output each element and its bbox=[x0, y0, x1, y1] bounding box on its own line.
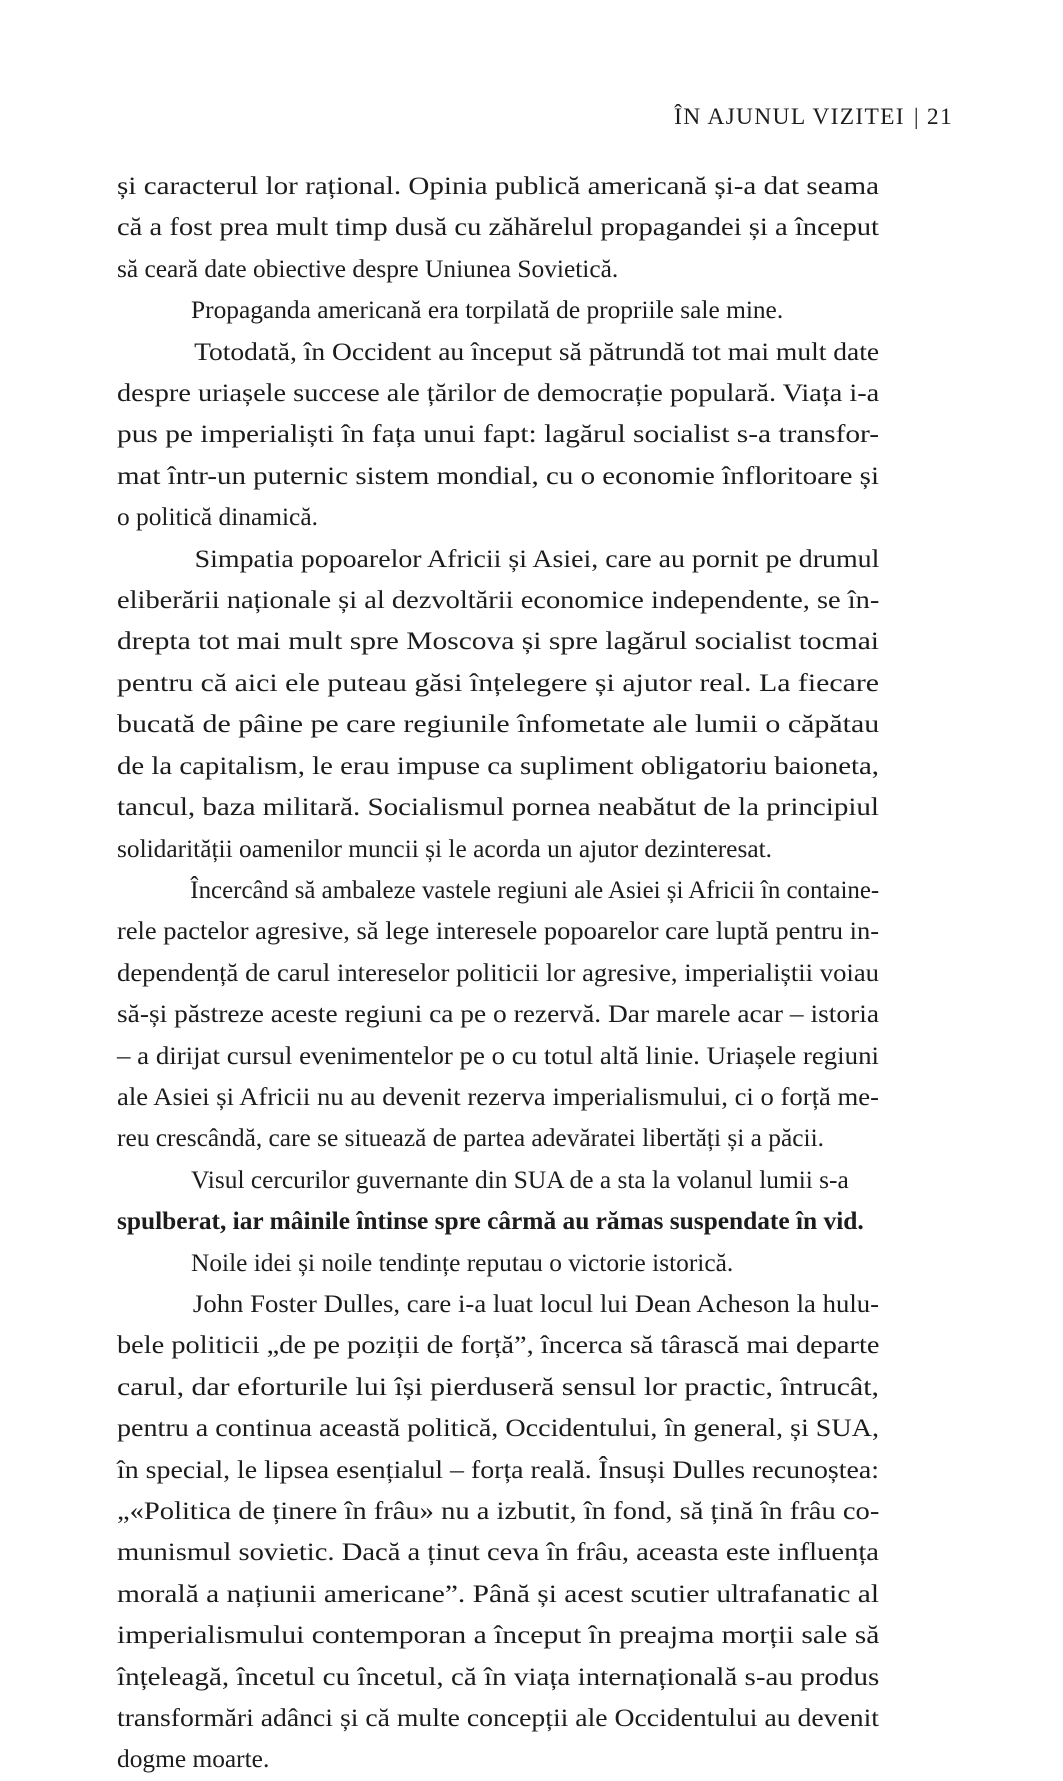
running-header bbox=[110, 104, 953, 131]
text-line: ale Asiei și Africii nu au devenit rezerva imperialismului, ci o forță me- bbox=[117, 1082, 879, 1111]
text-line: înțeleagă, încetul cu încetul, că în viața internațională s-au produs bbox=[117, 1662, 880, 1691]
text-line: morală a națiunii americane”. Până și acest scutier ultrafanatic al bbox=[117, 1579, 880, 1608]
paragraph bbox=[117, 166, 879, 290]
text-line: carul, dar eforturile lui își pierduseră sensul lor practic, întrucât, bbox=[117, 1372, 879, 1401]
text-line: bucată de pâine pe care regiunile înfometate ale lumii o căpătau bbox=[117, 710, 880, 739]
text-line: reu crescândă, care se situează de partea adevăratei libertăți și a păcii. bbox=[117, 1124, 824, 1153]
page-number: 21 bbox=[926, 104, 953, 130]
running-header-title: ÎN AJUNUL VIZITEI bbox=[674, 104, 905, 130]
paragraph bbox=[117, 332, 879, 539]
paragraph bbox=[117, 539, 879, 870]
text-line: Simpatia popoarelor Africii și Asiei, care au pornit pe drumul bbox=[194, 544, 880, 573]
text-line: John Foster Dulles, care i-a luat locul lui Dean Acheson la hulu- bbox=[192, 1289, 880, 1318]
paragraph bbox=[117, 1243, 879, 1284]
text-line: munismul sovietic. Dacă a ținut ceva în frâu, aceasta este influența bbox=[117, 1538, 880, 1567]
paragraph bbox=[117, 1201, 879, 1242]
paragraph bbox=[117, 290, 879, 331]
text-line: rele pactelor agresive, să lege interesele popoarelor care luptă pentru in- bbox=[117, 917, 880, 946]
body-text bbox=[117, 166, 879, 1781]
paragraph bbox=[117, 1284, 879, 1781]
text-line: – a dirijat cursul evenimentelor pe o cu totul altă linie. Uriașele regiuni bbox=[117, 1041, 879, 1070]
text-line: de la capitalism, le erau impuse ca supliment obligatoriu baioneta, bbox=[117, 751, 879, 780]
paragraph bbox=[117, 870, 879, 1160]
text-line: să-și păstreze aceste regiuni ca pe o rezervă. Dar marele acar – istoria bbox=[117, 1000, 879, 1029]
text-line: bele politicii „de pe poziții de forță”, încerca să târască mai departe bbox=[117, 1331, 880, 1360]
text-line: transformări adânci și că multe concepții ale Occidentului au devenit bbox=[117, 1704, 879, 1733]
text-line: spulberat, iar mâinile întinse spre cârmă au rămas suspendate în vid. bbox=[117, 1207, 864, 1236]
text-line: pentru a continua această politică, Occidentului, în general, și SUA, bbox=[117, 1414, 879, 1443]
text-line: și caracterul lor rațional. Opinia publică americană și-a dat seama bbox=[117, 172, 879, 200]
text-line: dogme moarte. bbox=[117, 1745, 270, 1774]
text-line: o politică dinamică. bbox=[117, 503, 318, 532]
text-line: să ceară date obiective despre Uniunea Sovietică. bbox=[117, 254, 619, 283]
text-line: în special, le lipsea esențialul – forța reală. Însuși Dulles recunoștea: bbox=[117, 1455, 880, 1484]
text-line: Noile idei și noile tendințe reputau o victorie istorică. bbox=[191, 1248, 734, 1277]
text-line: Totodată, în Occident au început să pătrundă tot mai mult date bbox=[194, 337, 880, 366]
text-line: Încercând să ambaleze vastele regiuni ale Asiei și Africii în containe- bbox=[190, 875, 880, 904]
text-line: pus pe imperialiști în fața unui fapt: lagărul socialist s-a transfor- bbox=[117, 420, 880, 449]
text-line: despre uriașele succese ale țărilor de democrație populară. Viața i-a bbox=[117, 379, 880, 408]
text-line: „«Politica de ținere în frâu» nu a izbutit, în fond, să țină în frâu co- bbox=[117, 1497, 880, 1525]
paragraph bbox=[117, 1160, 879, 1201]
text-line: pentru că aici ele puteau găsi înțelegere și ajutor real. La fiecare bbox=[117, 668, 879, 697]
text-line: imperialismului contemporan a început în preajma morții sale să bbox=[117, 1621, 880, 1650]
text-line: Visul cercurilor guvernante din SUA de a sta la volanul lumii s-a bbox=[191, 1165, 849, 1194]
text-line: dependență de carul intereselor politicii lor agresive, imperialiștii voiau bbox=[117, 958, 879, 987]
text-line: tancul, baza militară. Socialismul pornea neabătut de la principiul bbox=[117, 793, 879, 822]
text-line: că a fost prea mult timp dusă cu zăhărelul propagandei și a început bbox=[117, 213, 880, 242]
running-header-separator: | bbox=[913, 104, 920, 130]
text-line: mat într-un puternic sistem mondial, cu o economie înfloritoare și bbox=[117, 461, 879, 490]
text-line: drepta tot mai mult spre Moscova și spre lagărul socialist tocmai bbox=[117, 627, 879, 656]
text-line: eliberării naționale și al dezvoltării economice independente, se în- bbox=[117, 586, 880, 615]
text-line: Propaganda americană era torpilată de propriile sale mine. bbox=[191, 296, 784, 325]
text-line: solidarității oamenilor muncii și le acorda un ajutor dezinteresat. bbox=[117, 834, 772, 863]
